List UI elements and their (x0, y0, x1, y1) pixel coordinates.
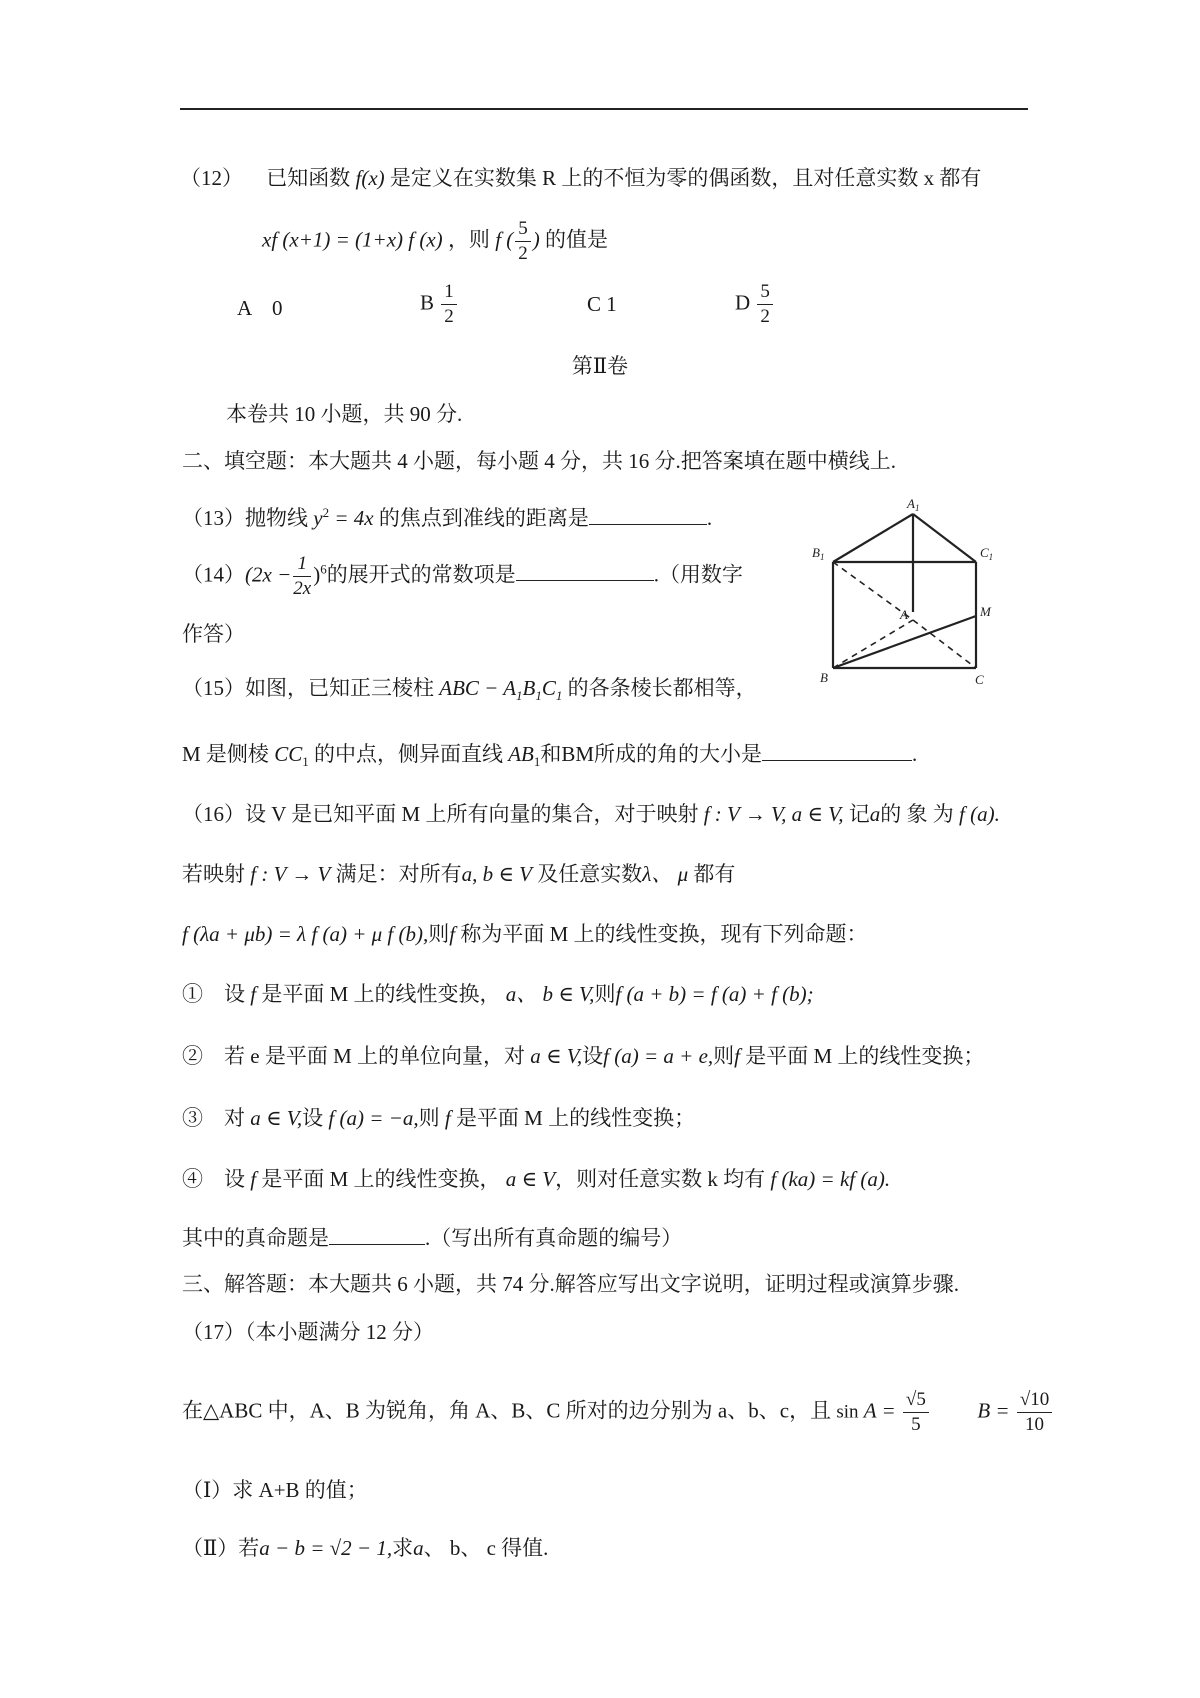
q14-frac-num: 1 (293, 552, 311, 577)
q12-option-d-frac (757, 280, 773, 329)
q13-eq-lhs: y (313, 506, 323, 530)
q17-part2d: 、 b、 c 得值. (423, 1536, 549, 1560)
q16-item2-math: a ∈ V, (530, 1044, 583, 1068)
q12-line2 (262, 217, 608, 266)
q15-end: . (912, 742, 918, 766)
q12-option-b-frac (441, 280, 457, 329)
q16-item2c: 则 (713, 1044, 735, 1068)
header-rule (180, 108, 1028, 110)
q16-item2 (182, 1040, 984, 1070)
q16-item1-f: f (250, 982, 257, 1006)
q12-frac-num: 5 (515, 217, 531, 242)
q15-sub2: 1 (535, 688, 542, 704)
q13-end: . (706, 506, 713, 530)
q16-line2d: 都有 (693, 862, 736, 886)
q13-line (182, 502, 712, 532)
q16-line2-math2: a, b ∈ V (461, 862, 532, 886)
q16-line3 (182, 918, 868, 948)
q17-a-eq: A = (863, 1398, 896, 1423)
q16-answer-line (182, 1222, 682, 1252)
q16-item1a: ① 设 (182, 982, 245, 1006)
q16-line2-math1: f : V → V (250, 862, 331, 886)
q16-item2-f: f (734, 1044, 740, 1068)
q16-item3-f: f (444, 1106, 451, 1130)
q16-line1-e: f (a). (959, 802, 1000, 826)
q12-option-b-den: 2 (444, 306, 454, 327)
q16-line3-math: f (λa + μb) = λ f (a) + μ f (b), (182, 922, 429, 946)
q14-pre: (2x − (245, 562, 292, 587)
q12-number: （12） (180, 166, 243, 190)
q16-item4c: ，则对任意实数 k 均有 (555, 1167, 766, 1191)
prism-figure (800, 492, 1000, 692)
q16-item3-math2: f (a) = −a, (328, 1106, 419, 1130)
q14-text: 的展开式的常数项是 (326, 562, 516, 587)
q16-line2c: 及任意实数 (537, 862, 643, 886)
q15-answer-blank[interactable] (762, 742, 912, 761)
q16-item4-math2: a ∈ V (505, 1167, 556, 1191)
q12-then: ，则 (447, 227, 490, 252)
label-m: M (980, 604, 991, 619)
q17-b-num: √10 (1017, 1388, 1052, 1413)
q17-b-den: 10 (1025, 1414, 1045, 1435)
q12-option-d (735, 280, 775, 329)
q13-eq-rhs: = 4x (329, 506, 374, 530)
q12-frac-den: 2 (518, 243, 528, 264)
q14-frac-den: 2x (293, 578, 312, 599)
q12-text1: 已知函数 (266, 166, 351, 190)
label-a1: $A_1$ (907, 496, 920, 513)
q14-line (182, 552, 743, 601)
q16-item1-math3: f (a + b) = f (a) + f (b); (615, 982, 814, 1006)
q12-option-c: C 1 (587, 292, 617, 316)
q16-line1 (182, 798, 1000, 828)
label-a: A (900, 607, 908, 622)
q16-answer-blank[interactable] (329, 1226, 425, 1245)
q16-line2b: 满足：对所有 (335, 862, 462, 886)
q16-item2d: 是平面 M 上的线性变换； (745, 1044, 985, 1068)
q16-item2b: 设 (582, 1044, 604, 1068)
q13-answer-blank[interactable] (589, 506, 707, 525)
q16-item4-f: f (250, 1167, 257, 1191)
q15-sub1: 1 (516, 688, 523, 704)
q16-item2-math2: f (a) = a + e, (603, 1044, 714, 1068)
q16-line2 (182, 858, 735, 888)
q16-answer-end: .（写出所有真命题的编号） (425, 1226, 683, 1250)
q15-line2c: 和BM所成的角的大小是 (540, 742, 763, 766)
q14-answer-blank[interactable] (516, 562, 654, 581)
q12-option-b (420, 280, 459, 329)
q16-item4-math3: f (ka) = kf (a). (770, 1167, 891, 1191)
q15-sub3: 1 (555, 688, 563, 704)
q17-part2-math: a − b = √2 − 1, (259, 1536, 393, 1560)
q14-continuation: 作答） (182, 622, 245, 646)
q15-cc: CC (274, 742, 303, 766)
q15-ab-sub: 1 (533, 754, 541, 770)
q16-item4b: 是平面 M 上的线性变换， (261, 1167, 501, 1191)
q16-item3-math: a ∈ V, (250, 1106, 303, 1130)
q13-exponent: 2 (322, 505, 330, 520)
q15-line1 (182, 672, 757, 704)
q16-line2a: 若映射 (182, 862, 245, 886)
q17-b-frac (1017, 1388, 1052, 1437)
q17-a-den: 5 (911, 1414, 921, 1435)
edge-b1-a1 (833, 514, 913, 562)
q15-line2a: M 是侧棱 (182, 742, 269, 766)
q12-text2: 是定义在实数集 R 上的不恒为零的偶函数，且对任意实数 x 都有 (389, 166, 982, 190)
q16-line1-b: 记 (848, 802, 870, 826)
q15-text1: 如图，已知正三棱柱 (245, 676, 434, 700)
q15-cc-sub: 1 (302, 754, 309, 770)
q15-b: B (522, 676, 536, 700)
q17-sin: sin (836, 1401, 859, 1423)
q17-part2b: 求 (392, 1536, 414, 1560)
q15-line2 (182, 738, 917, 770)
q16-item3 (182, 1102, 695, 1132)
section2-title: 第Ⅱ卷 (571, 354, 629, 378)
q15-prism (439, 676, 563, 704)
q16-line3b: 则 (428, 922, 450, 946)
label-c: C (975, 672, 984, 687)
q16-item3d: 是平面 M 上的线性变换； (455, 1106, 696, 1130)
q14-end: .（用数字 (653, 562, 743, 587)
q17-part2a: （Ⅱ）若 (182, 1536, 260, 1560)
q12-option-d-label: D (735, 290, 751, 315)
q17-a-frac (903, 1388, 929, 1437)
q17-text: 在△ABC 中，A、B 为锐角，角 A、B、C 所对的边分别为 a、b、c，且 (182, 1398, 832, 1423)
q17-part1: （Ⅰ）求 A+B 的值； (182, 1478, 368, 1502)
q15-text2: 的各条棱长都相等， (567, 676, 757, 700)
q15-line2b: 的中点，侧异面直线 (313, 742, 503, 766)
q15-number: （15） (182, 676, 245, 700)
q15-ab: AB (508, 742, 534, 766)
q12-equation: xf (x+1) = (1+x) f (x) (262, 227, 443, 252)
fill-in-header: 二、填空题：本大题共 4 小题，每小题 4 分，共 16 分.把答案填在题中横线上. (182, 449, 896, 473)
q14-number: （14） (182, 562, 245, 587)
q17-text-line (182, 1388, 1054, 1437)
solve-header: 三、解答题：本大题共 6 小题，共 74 分.解答应写出文字说明，证明过程或演算步骤. (182, 1272, 959, 1296)
q16-item1-math2: a、 b ∈ V, (505, 982, 595, 1006)
q16-line1-text: （16）设 V 是已知平面 M 上所有向量的集合，对于映射 (182, 802, 699, 826)
q16-line3d: 称为平面 M 上的线性变换，现有下列命题： (460, 922, 868, 946)
q17-part2 (182, 1532, 548, 1562)
q12-option-d-num: 5 (757, 280, 773, 305)
section2-intro: 本卷共 10 小题，共 90 分. (226, 402, 463, 426)
q14-fraction (293, 552, 311, 601)
q13-text: 抛物线 (245, 506, 308, 530)
q12-option-b-num: 1 (441, 280, 457, 305)
edge-a1-c1 (913, 514, 976, 562)
q17-part2-a: a (413, 1536, 424, 1560)
q14-exponent: 6 (320, 561, 327, 577)
q13-text2: 的焦点到准线的距离是 (378, 506, 589, 530)
q16-item4 (182, 1163, 890, 1193)
q16-line2-math3: λ、 μ (642, 862, 689, 886)
q12-option-a: A 0 (237, 296, 283, 320)
q15-c: C (541, 676, 556, 700)
q16-item4a: ④ 设 (182, 1167, 245, 1191)
q16-item1b: 是平面 M 上的线性变换， (261, 982, 501, 1006)
q16-item1 (182, 978, 814, 1008)
q17-a-num: √5 (903, 1388, 929, 1413)
q12-f-postfix: ) (532, 227, 540, 252)
q16-answer-text: 其中的真命题是 (182, 1226, 329, 1250)
q16-item2a: ② 若 e 是平面 M 上的单位向量，对 (182, 1044, 525, 1068)
q12-ask: 的值是 (545, 227, 609, 252)
q16-item3a: ③ 对 (182, 1106, 245, 1130)
q14-post: ) (313, 562, 321, 587)
label-c1: $C_1$ (980, 545, 994, 562)
q17-title: （17）（本小题满分 12 分） (182, 1320, 434, 1344)
q16-item3c: 则 (418, 1106, 440, 1130)
q12-option-b-label: B (420, 290, 435, 315)
q13-number: （13） (182, 506, 245, 530)
q12-option-d-den: 2 (760, 306, 770, 327)
q16-line3-f: f (449, 922, 456, 946)
q16-line1-d: 的 象 为 (880, 802, 954, 826)
q12-line1 (180, 162, 981, 192)
q16-line1-a: a (869, 802, 881, 826)
q15-prism-abc: ABC − A (439, 676, 517, 700)
q16-item1c: 则 (594, 982, 616, 1006)
q16-line1-math: f : V → V, a ∈ V, (703, 802, 844, 826)
label-b1: $B_1$ (812, 545, 825, 562)
segment-bm (833, 616, 976, 668)
q17-b-eq: B = (977, 1398, 1010, 1423)
q16-item3b: 设 (302, 1106, 324, 1130)
q12-fraction (515, 217, 531, 266)
label-b: B (820, 670, 828, 685)
q12-fx: f(x) (355, 166, 385, 190)
q12-f-prefix: f ( (495, 227, 514, 252)
